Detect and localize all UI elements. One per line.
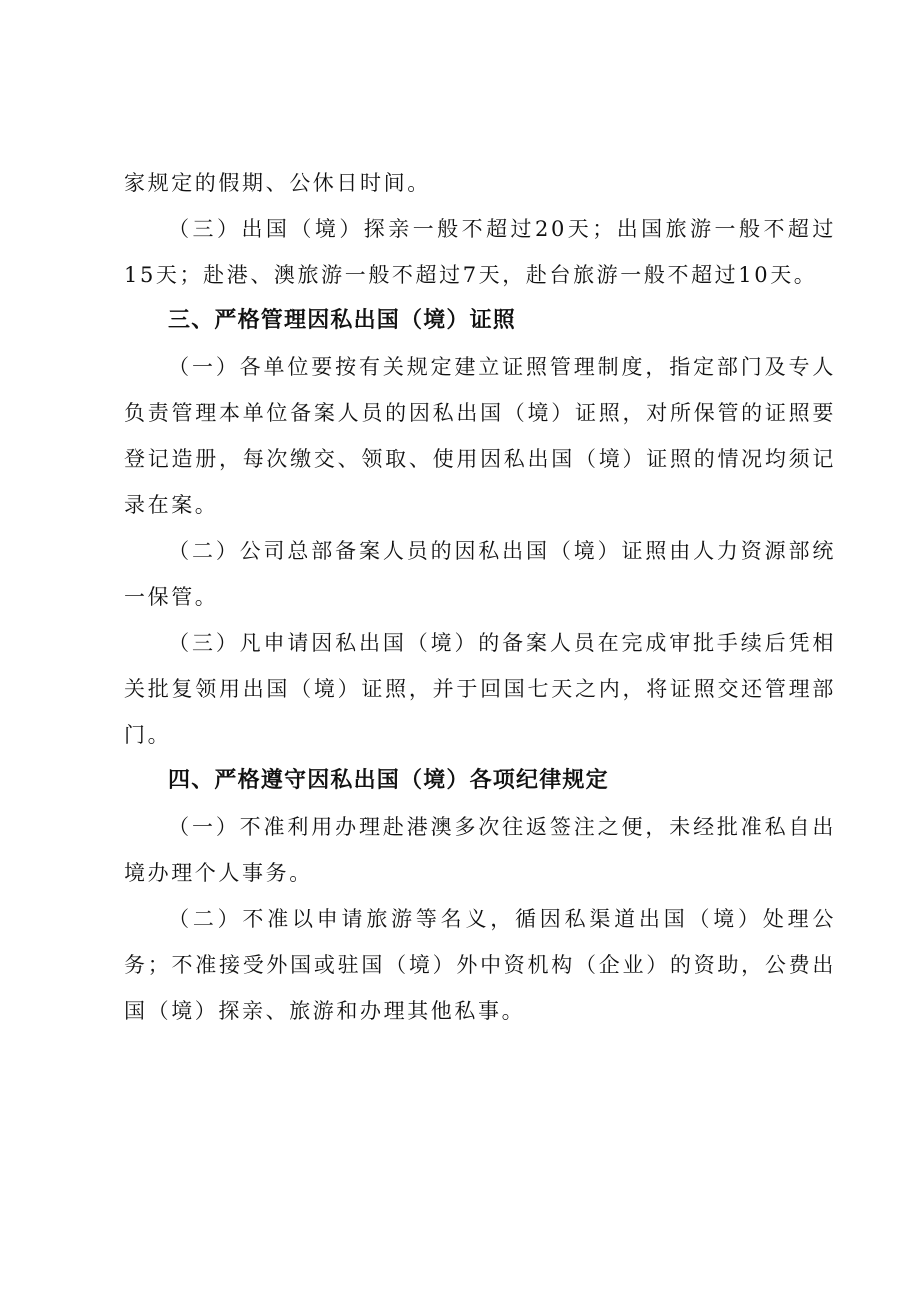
section-heading-4: 四、严格遵守因私出国（境）各项纪律规定 [168, 768, 609, 793]
paragraph-clause-1-visa: （一）不准利用办理赴港澳多次往返签注之便，未经批准私自出境办理个人事务。 [124, 815, 836, 885]
paragraph-clause-2-custody: （二）公司总部备案人员的因私出国（境）证照由人力资源部统一保管。 [124, 539, 836, 609]
paragraph-continuation: 家规定的假期、公休日时间。 [124, 171, 431, 195]
section-heading-3: 三、严格管理因私出国（境）证照 [168, 308, 517, 333]
paragraph-clause-2-funding: （二）不准以申请旅游等名义，循因私渠道出国（境）处理公务；不准接受外国或驻国（境）外中资机构（企业）的资助，公费出国（境）探亲、旅游和办理其他私事。 [124, 907, 836, 1023]
paragraph-clause-3-duration: （三）出国（境）探亲一般不超过20天；出国旅游一般不超过15天；赴港、澳旅游一般不超过7天，赴台旅游一般不超过10天。 [124, 217, 836, 287]
paragraph-clause-1-management: （一）各单位要按有关规定建立证照管理制度，指定部门及专人负责管理本单位备案人员的因私出国（境）证照，对所保管的证照要登记造册，每次缴交、领取、使用因私出国（境）证照的情况均须记录在案。 [124, 355, 836, 517]
document-body [124, 160, 836, 1034]
paragraph-clause-3-return: （三）凡申请因私出国（境）的备案人员在完成审批手续后凭相关批复领用出国（境）证照，并于回国七天之内，将证照交还管理部门。 [124, 631, 836, 747]
